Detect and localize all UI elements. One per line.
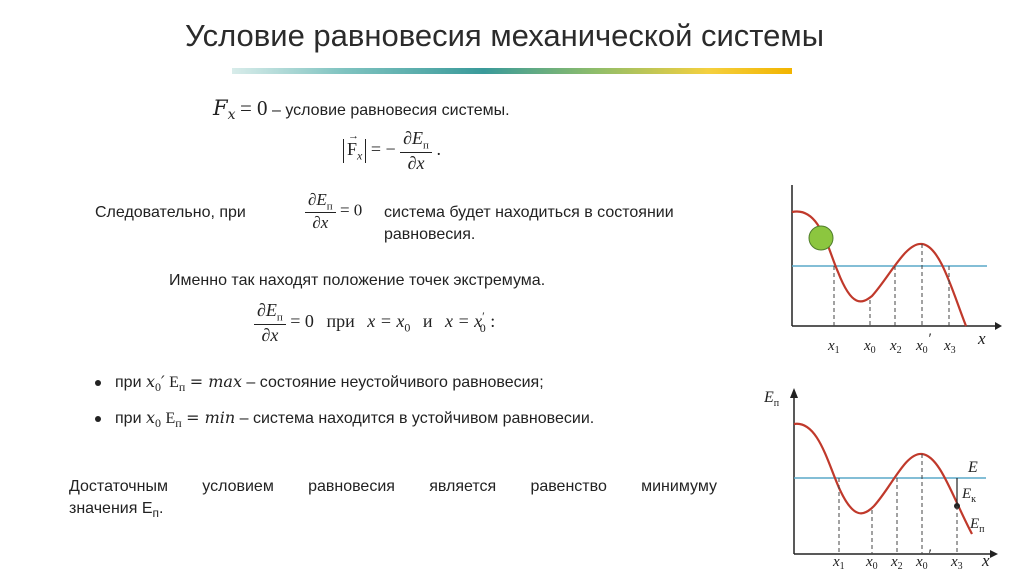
b2-text: – система находится в устойчивом равновесии. [239,410,595,427]
cond-denominator: ∂x [312,213,329,233]
extremum-fraction [254,300,286,346]
equals-zero: = 0 [239,96,268,120]
ext-numerator-subscript: п [276,311,283,324]
system-state-text-2: равновесия. [384,226,476,243]
ext-numerator: ∂E [257,300,277,320]
system-state-text-1: система будет находиться в состоянии [384,204,674,221]
b1-Esub: п [178,380,186,395]
ext-cond1-sub: 0 [404,320,411,335]
equilibrium-condition-text: – условие равновесия системы. [271,102,510,119]
g2-tick-x3: $x_3$ [951,554,963,570]
cond-numerator: ∂E [308,190,327,209]
g2-y-label: $E_п$ [764,389,780,409]
b2-cond: = min [186,408,236,427]
b1-text: – состояние неустойчивого равновесия; [246,374,544,391]
g1-tick-x0p: $x_0'$ [916,331,931,356]
g1-ball [809,226,833,250]
ext-denominator: ∂x [261,324,279,345]
fraction-denominator: ∂x [407,152,425,173]
g2-x-label: x [982,551,990,570]
b2-pri: при [115,410,142,427]
b1-cond: = max [189,372,242,391]
conclusion-line-1: Достаточным условием равновесия является равенство минимуму [69,478,717,495]
g2-tick-x1: $x_1$ [833,554,845,570]
g1-tick-x0: $x_0$ [864,338,876,356]
conclusion-text-2: значения E [69,500,153,517]
conclusion-period: . [159,500,164,517]
g1-tick-x2: $x_2$ [890,338,902,356]
fraction-numerator: ∂E [403,128,424,148]
conclusion-line-2 [69,500,163,520]
energy-graph [764,384,1004,570]
numerator-subscript: п [423,139,429,152]
ext-cond2: x = x [444,310,483,331]
conclusion-sub: п [152,506,160,521]
equilibrium-condition-line [213,96,510,123]
g2-tick-x0: $x_0$ [866,554,878,570]
g2-tick-x2: $x_2$ [891,554,903,570]
ext-cond2-sub: 0 [479,320,486,335]
force-derivative-equation: → $F_x$ = − $\frac{\partial E_п}{\partial x}$ . [343,128,441,174]
ext-cond1: x = x [367,310,405,331]
potential-derivative-fraction [400,128,432,174]
ext-cond2-prime: ′ [482,308,485,323]
ext-colon: : [490,310,496,331]
g2-potential-curve [794,424,972,534]
equals-minus: = − [370,138,396,159]
eq2-period: . [436,138,441,159]
page-title: Условие равновесия механической системы [185,18,824,53]
b1-prime: ′ [160,372,165,391]
force-vector-subscript: x [357,148,363,163]
g1-tick-x3: $x_3$ [944,338,956,356]
force-symbol: F [213,96,228,120]
b2-Esub: п [175,416,182,431]
g2-label-Ek: $E_к$ [962,486,977,505]
force-subscript: x [227,107,236,124]
bullet-unstable [95,372,544,395]
g1-x-label: x [978,329,986,348]
b2-xsub: 0 [154,416,161,431]
force-vector: F [347,138,358,159]
condition-fraction-zero [305,190,362,233]
g1-tick-x1: $x_1$ [828,338,840,356]
g2-label-E: E [968,459,978,476]
g2-label-Ep: $E_п$ [970,516,985,535]
potential-graph-with-ball [780,180,1004,360]
ext-and: и [422,310,433,331]
extremum-text: Именно так находят положение точек экстремума. [169,272,546,289]
cond-numerator-subscript: п [326,200,333,213]
condition-fraction [305,190,336,233]
g2-y-arrow [790,388,798,398]
g1-x-arrow [995,322,1002,330]
cond-equals-zero: = 0 [339,200,363,220]
b1-E: E [169,374,179,391]
b1-pri: при [115,374,142,391]
g2-tick-x0p: $x_0'$ [916,547,931,570]
g2-x-arrow [990,550,998,558]
b1-xsub: 0 [154,380,161,395]
consequently-text: Следовательно, при [95,204,246,221]
b1-x: x [145,372,155,391]
title-underline [232,68,792,74]
ext-pri: при [326,310,355,331]
ext-equals-zero: = 0 [290,310,314,331]
b2-x: x [145,408,155,427]
bullet-stable [95,408,594,431]
extremum-equation [254,300,495,346]
b2-E: E [165,410,176,427]
